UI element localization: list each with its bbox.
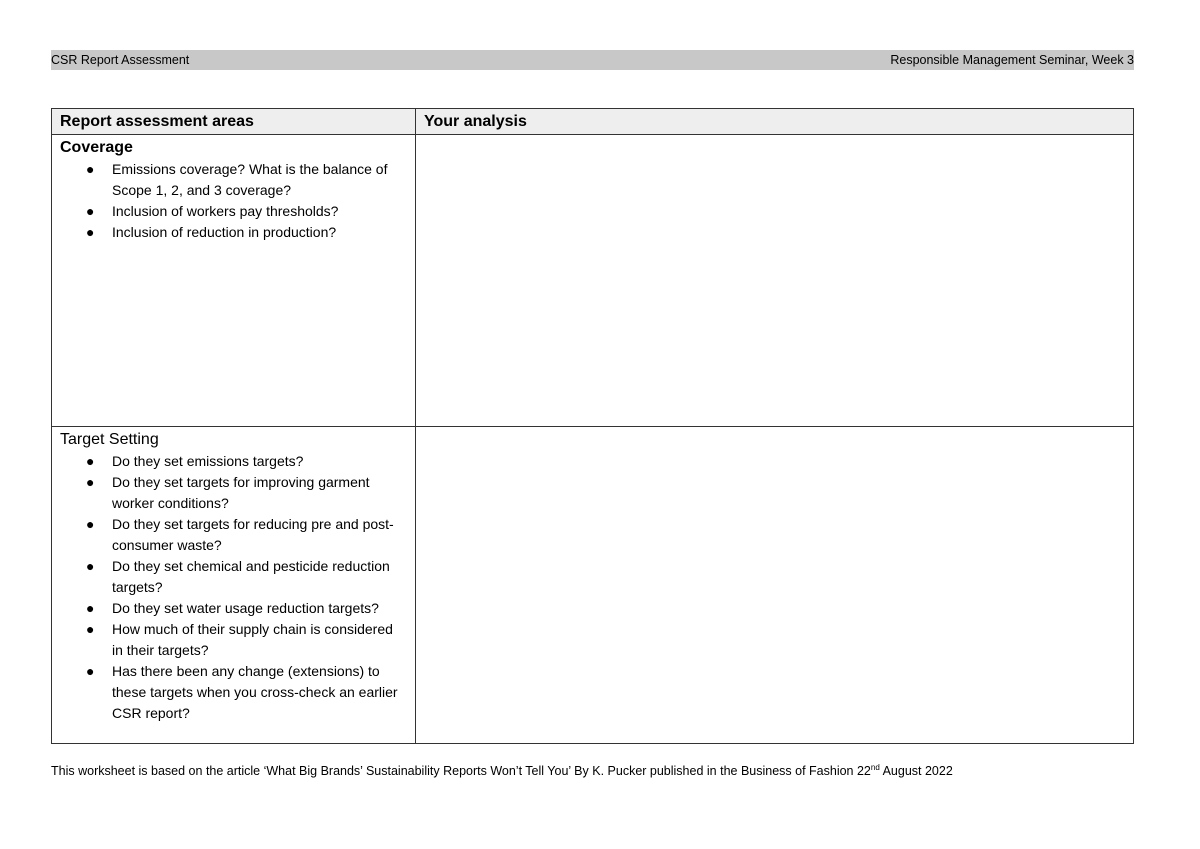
list-item: ● Do they set emissions targets? — [60, 451, 407, 472]
bullet-icon: ● — [86, 516, 95, 532]
footer-text: This worksheet is based on the article ‘What Big Brands’ Sustainability Reports Won’t Tell You’ By K. Pucker published in the Business of Fashion 22 — [51, 764, 871, 778]
analysis-cell-coverage[interactable] — [416, 135, 1134, 427]
coverage-bullet-list — [60, 159, 407, 243]
list-item: ● Inclusion of reduction in production? — [60, 222, 407, 243]
footer-citation — [51, 764, 953, 778]
table-row-coverage — [52, 135, 1134, 427]
bullet-icon: ● — [86, 203, 95, 219]
column-header-areas: Report assessment areas — [52, 109, 416, 135]
list-item: ● Do they set targets for improving garment worker conditions? — [86, 474, 370, 511]
table-header-row — [52, 109, 1134, 135]
bullet-icon: ● — [86, 621, 95, 637]
analysis-cell-target-setting[interactable] — [416, 427, 1134, 744]
list-item: ● Inclusion of workers pay thresholds? — [60, 201, 407, 222]
table-row-target-setting — [52, 427, 1134, 744]
area-title-coverage: Coverage — [60, 139, 133, 156]
header-title-left: CSR Report Assessment — [51, 53, 190, 67]
list-item: ● Do they set targets for reducing pre and post-consumer waste? — [86, 516, 394, 553]
list-item: ● Has there been any change (extensions) to these targets when you cross-check an earlier CSR report? — [86, 663, 398, 721]
area-cell-coverage — [52, 135, 416, 427]
list-item: ● Do they set water usage reduction targets? — [60, 598, 407, 619]
bullet-icon: ● — [86, 558, 95, 574]
bullet-icon: ● — [86, 161, 95, 177]
list-item: ● Emissions coverage? What is the balance of Scope 1, 2, and 3 coverage? — [86, 161, 388, 198]
footer-text-end: August 2022 — [879, 764, 953, 778]
bullet-icon: ● — [86, 663, 95, 679]
bullet-icon: ● — [86, 224, 95, 240]
target-setting-bullet-list — [60, 451, 407, 724]
column-header-analysis: Your analysis — [416, 109, 1134, 135]
area-title-target-setting: Target Setting — [60, 431, 159, 448]
bullet-icon: ● — [86, 453, 95, 469]
footer-superscript: nd — [870, 762, 880, 772]
bullet-icon: ● — [86, 474, 95, 490]
bullet-icon: ● — [86, 600, 95, 616]
page-header — [51, 50, 1134, 70]
list-item: ● How much of their supply chain is considered in their targets? — [86, 621, 393, 658]
header-title-right: Responsible Management Seminar, Week 3 — [890, 53, 1134, 67]
assessment-table — [51, 108, 1134, 744]
area-cell-target-setting — [52, 427, 416, 744]
list-item: ● Do they set chemical and pesticide reduction targets? — [86, 558, 390, 595]
